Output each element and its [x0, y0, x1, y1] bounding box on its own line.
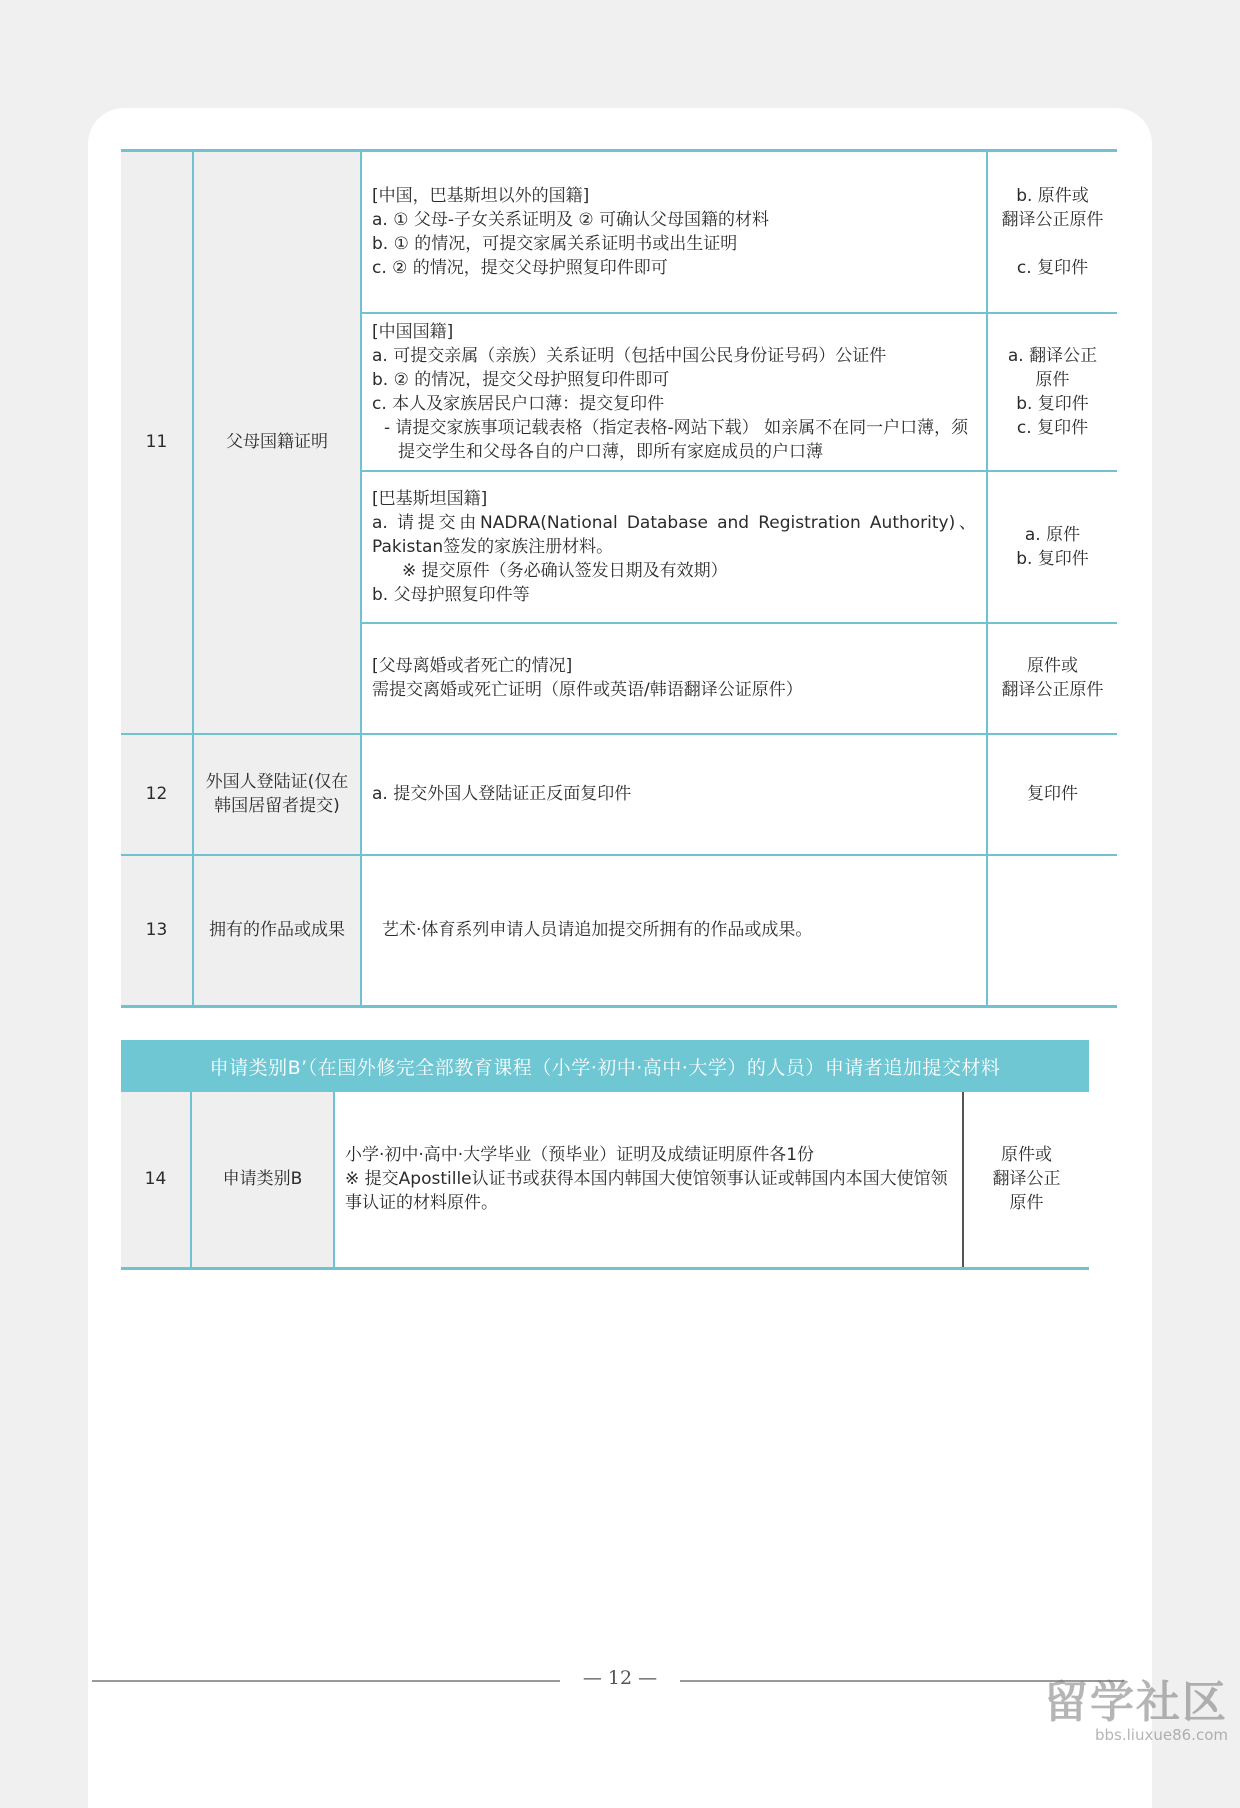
table-row	[121, 151, 1117, 313]
description-cell: a. 提交外国人登陆证正反面复印件	[361, 734, 987, 855]
desc-heading: [父母离婚或者死亡的情况]	[372, 656, 573, 676]
desc-line: 需提交离婚或死亡证明（原件或英语/韩语翻译公证原件）	[372, 680, 803, 700]
item-name: 拥有的作品或成果	[193, 855, 361, 1007]
copy-type-cell	[987, 151, 1117, 313]
description-cell	[361, 313, 987, 471]
table-row	[121, 734, 1117, 855]
copy-line: b. 复印件	[1016, 548, 1089, 569]
copy-type-cell	[963, 1092, 1089, 1268]
page-number: — 12 —	[560, 1667, 680, 1689]
row-number: 11	[121, 151, 193, 734]
desc-line: c. ② 的情况，提交父母护照复印件即可	[372, 257, 668, 278]
section-b-table	[121, 1092, 1089, 1270]
description-cell	[361, 151, 987, 313]
row-number: 12	[121, 734, 193, 855]
copy-line: c. 复印件	[1016, 417, 1089, 438]
desc-line: b. ② 的情况，提交父母护照复印件即可	[372, 369, 670, 390]
desc-heading: [中国，巴基斯坦以外的国籍]	[372, 185, 590, 206]
table-row	[121, 855, 1117, 1007]
description-cell: 艺术·体育系列申请人员请追加提交所拥有的作品或成果。	[361, 855, 987, 1007]
copy-type-cell: 复印件	[987, 734, 1117, 855]
section-b-header: 申请类别B’（在国外修完全部教育课程（小学·初中·高中·大学）的人员）申请者追加提交材料	[121, 1040, 1089, 1092]
copy-type-cell	[987, 313, 1117, 471]
copy-line: 翻译公正原件	[1001, 209, 1104, 230]
table-row	[121, 1092, 1089, 1268]
copy-type-cell	[987, 623, 1117, 734]
desc-line: a. 请提交由NADRA(National Database and Registration Authority)、Pakistan签发的家族注册材料。	[372, 512, 976, 557]
description-cell	[334, 1092, 963, 1268]
copy-line: 翻译公正	[992, 1169, 1061, 1190]
copy-line: c. 复印件	[1016, 257, 1089, 278]
copy-line: 原件或	[1027, 656, 1078, 676]
item-name: 父母国籍证明	[193, 151, 361, 734]
desc-note: ※ 提交原件（务必确认签发日期及有效期）	[402, 560, 728, 581]
row-number: 14	[121, 1092, 191, 1268]
description-cell	[361, 471, 987, 623]
row-number: 13	[121, 855, 193, 1007]
desc-heading: [中国国籍]	[372, 321, 454, 342]
copy-line: 翻译公正原件	[1001, 680, 1104, 700]
item-name: 外国人登陆证(仅在韩国居留者提交)	[193, 734, 361, 855]
desc-note: ※ 提交Apostille认证书或获得本国内韩国大使馆领事认证或韩国内本国大使馆领事认证的材料原件。	[345, 1169, 948, 1214]
copy-line: b. 复印件	[1016, 393, 1089, 414]
watermark-logo	[1044, 1666, 1228, 1744]
desc-line: c. 本人及家族居民户口薄：提交复印件	[372, 393, 665, 414]
desc-line: a. 可提交亲属（亲族）关系证明（包括中国公民身份证号码）公证件	[372, 345, 887, 366]
copy-type-cell	[987, 471, 1117, 623]
desc-note: - 请提交家族事项记载表格（指定表格-网站下载） 如亲属不在同一户口薄，须提交学生和父母各自的户口薄，即所有家庭成员的户口薄	[384, 417, 969, 462]
copy-line: a. 翻译公正	[1007, 345, 1098, 366]
watermark-main: 留学社区	[1044, 1677, 1228, 1728]
desc-line: b. ① 的情况，可提交家属关系证明书或出生证明	[372, 233, 738, 254]
copy-line: a. 原件	[1024, 524, 1081, 545]
copy-line: 原件	[1009, 1193, 1044, 1214]
copy-line: 原件	[1035, 369, 1070, 390]
desc-line: 小学·初中·高中·大学毕业（预毕业）证明及成绩证明原件各1份	[345, 1145, 815, 1166]
item-name: 申请类别B	[191, 1092, 334, 1268]
desc-heading: [巴基斯坦国籍]	[372, 488, 488, 509]
watermark-url: bbs.liuxue86.com	[1095, 1726, 1228, 1744]
description-cell	[361, 623, 987, 734]
copy-line: b. 原件或	[1016, 185, 1089, 206]
copy-line: 原件或	[1001, 1145, 1052, 1166]
desc-line: a. ① 父母-子女关系证明及 ② 可确认父母国籍的材料	[372, 209, 770, 230]
requirements-table	[121, 149, 1117, 1008]
copy-type-cell	[987, 855, 1117, 1007]
desc-line: b. 父母护照复印件等	[372, 584, 530, 605]
